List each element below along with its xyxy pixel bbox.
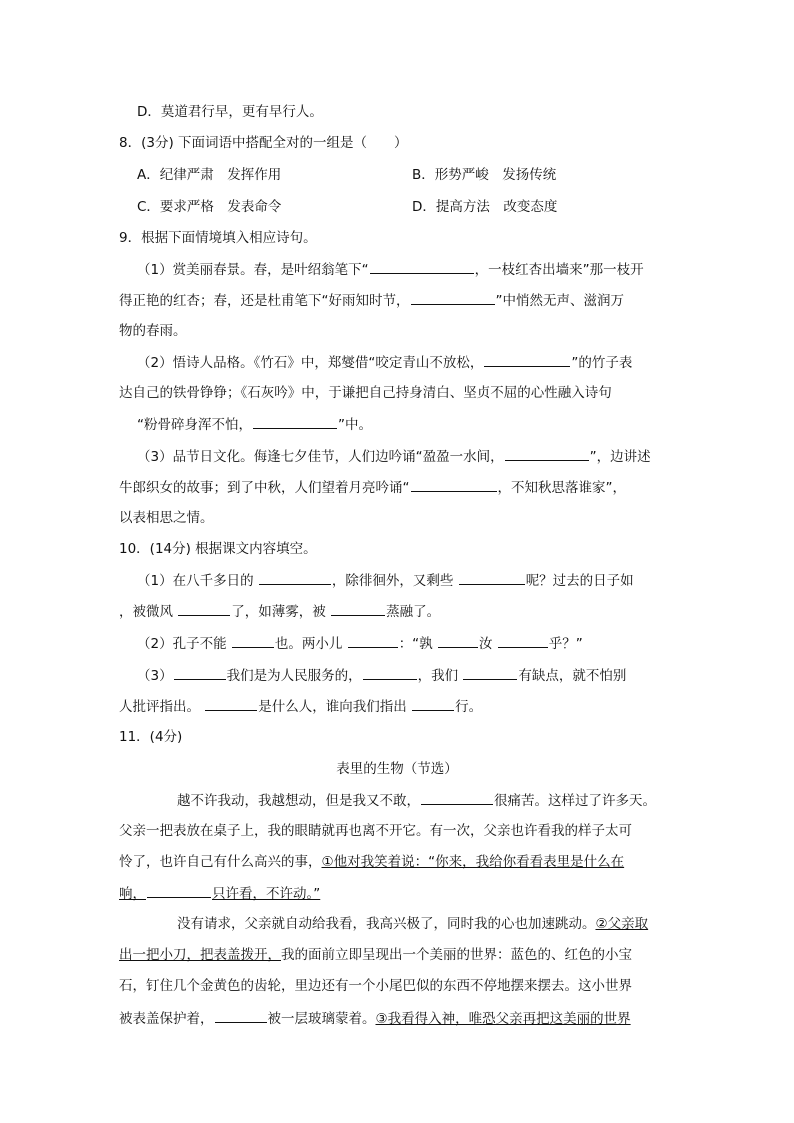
q8-option-a: A．纪律严肃 发挥作用	[137, 167, 282, 183]
passage-p1-line4: 响， 只许看，不许动。”	[119, 883, 320, 904]
passage-title: 表里的生物（节选）	[336, 761, 458, 777]
q10-p1-line2: ，被微风 了，如薄雾，被 蒸融了。	[119, 601, 440, 622]
q10-p3-line2: 人批评指出。 是什么人，谁向我们指出 行。	[119, 696, 482, 717]
q7-option-d: D．莫道君行早，更有早行人。	[137, 104, 323, 120]
passage-p1-line3: 怜了，也许自己有什么高兴的事，①他对我笑着说：“你来，我给你看看表里是什么在	[119, 854, 625, 870]
answer-blank[interactable]	[331, 601, 385, 616]
q8-stem: 8．(3分) 下面词语中搭配全对的一组是（ ）	[119, 135, 408, 151]
passage-p2-line3: 石，钉住几个金黄色的齿轮，里边还有一个小尾巴似的东西不停地摆来摆去。这小世界	[119, 978, 632, 994]
answer-blank[interactable]	[363, 665, 417, 680]
passage-p2-line1: 没有请求，父亲就自动给我看，我高兴极了，同时我的心也加速跳动。②父亲取	[177, 916, 649, 932]
q9-p2-line2: 达自己的铁骨铮铮；《石灰吟》中，于谦把自己持身清白、坚贞不屈的心性融入诗句	[119, 385, 612, 401]
answer-blank[interactable]	[412, 696, 454, 711]
answer-blank[interactable]	[505, 446, 589, 461]
q10-p3-line1: （3） 我们是为人民服务的， ，我们 有缺点，就不怕别	[137, 665, 626, 686]
answer-blank[interactable]	[421, 790, 493, 805]
q10-p2-line1: （2）孔子不能 也。两小儿 ：“孰 汝 乎？”	[137, 633, 583, 654]
q9-p3-line1: （3）品节日文化。侮逢七夕佳节，人们边吟诵“盈盈一水间， ”，边讲述	[137, 446, 651, 467]
answer-blank[interactable]	[215, 1008, 267, 1023]
answer-blank[interactable]	[259, 570, 331, 585]
q9-p3-line2: 牛郎织女的故事；到了中秋，人们望着月亮吟诵“ ，不知秋思落谁家”，	[119, 477, 626, 498]
q9-stem: 9．根据下面情境填入相应诗句。	[119, 230, 317, 246]
q10-stem: 10．(14分) 根据课文内容填空。	[119, 541, 317, 557]
answer-blank[interactable]	[463, 665, 517, 680]
answer-blank[interactable]	[178, 601, 230, 616]
q8-option-c: C．要求严格 发表命令	[137, 199, 282, 215]
passage-p1-line1: 越不许我动，我越想动，但是我又不敢， 很痛苦。这样过了许多天。	[177, 790, 656, 811]
answer-blank[interactable]	[348, 633, 398, 648]
q9-p1-line1: （1）赏美丽春景。春，是叶绍翁笔下“ ，一枝红杏出墙来”那一枝开	[137, 259, 644, 280]
answer-blank[interactable]	[484, 352, 570, 367]
answer-blank[interactable]	[232, 633, 274, 648]
passage-p2-line2: 出一把小刀，把表盖拨开，我的面前立即呈现出一个美丽的世界：蓝色的、红色的小宝	[119, 947, 632, 963]
passage-p2-line4: 被表盖保护着， 被一层玻璃蒙着。③我看得入神，唯恐父亲再把这美丽的世界	[119, 1008, 631, 1029]
answer-blank[interactable]	[253, 414, 337, 429]
answer-blank[interactable]	[174, 665, 226, 680]
q9-p3-line3: 以表相思之情。	[119, 510, 214, 526]
passage-p1-line2: 父亲一把表放在桌子上，我的眼睛就再也离不开它。有一次，父亲也许看我的样子太可	[119, 823, 632, 839]
q8-option-d: D．提高方法 改变态度	[412, 199, 558, 215]
answer-blank[interactable]	[459, 570, 525, 585]
q9-p1-line3: 物的春雨。	[119, 323, 187, 339]
q10-p1-line1: （1）在八千多日的 ，除徘徊外，又剩些 呢？过去的日子如	[137, 570, 634, 591]
answer-blank[interactable]	[205, 696, 257, 711]
q11-stem: 11．(4分)	[119, 729, 183, 745]
q8-option-b: B．形势严峻 发扬传统	[412, 167, 557, 183]
answer-blank[interactable]	[411, 290, 495, 305]
answer-blank[interactable]	[370, 259, 474, 274]
underlined-sentence-1: ①他对我笑着说：“你来，我给你看看表里是什么在	[321, 854, 625, 870]
answer-blank[interactable]	[411, 477, 497, 492]
q9-p1-line2: 得正艳的红杏；春，还是杜甫笔下“好雨知时节， ”中悄然无声、滋润万	[119, 290, 624, 311]
underlined-sentence-3: ③我看得入神，唯恐父亲再把这美丽的世界	[375, 1011, 631, 1027]
underlined-sentence-2: ②父亲取	[595, 916, 649, 932]
answer-blank[interactable]	[438, 633, 478, 648]
q9-p2-line3: “粉骨碎身浑不怕， ”中。	[137, 414, 372, 435]
answer-blank[interactable]	[147, 883, 211, 898]
answer-blank[interactable]	[498, 633, 548, 648]
q9-p2-line1: （2）悟诗人品格。《竹石》中，郑燮借“咬定青山不放松， ”的竹子表	[137, 352, 632, 373]
